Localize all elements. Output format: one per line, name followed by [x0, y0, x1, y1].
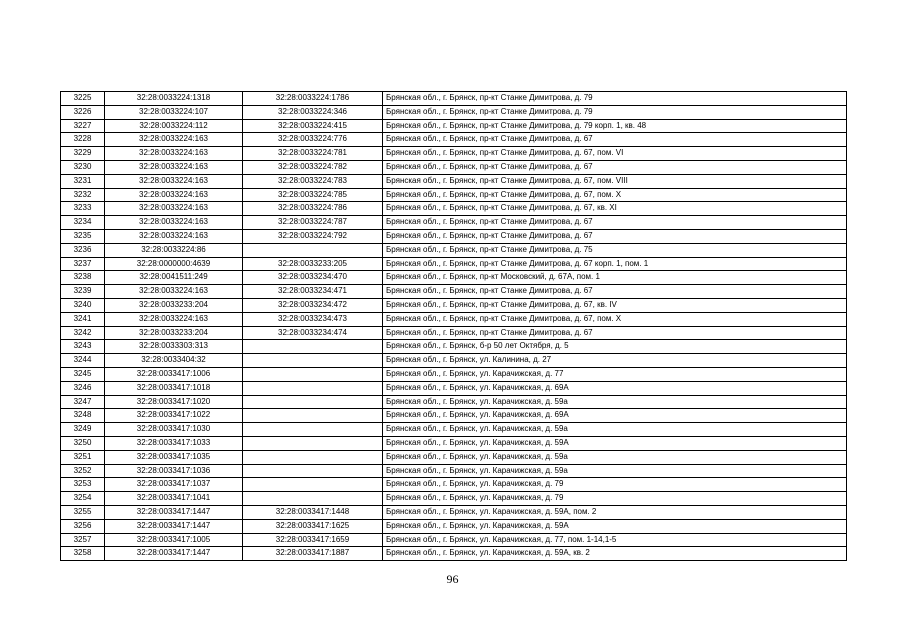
- address-cell: Брянская обл., г. Брянск, ул. Карачижская, д. 77: [383, 367, 847, 381]
- row-number-cell: 3245: [61, 367, 105, 381]
- cadastral-number-cell: 32:28:0033417:1447: [105, 547, 243, 561]
- cadastral-number-cell: 32:28:0033224:1318: [105, 92, 243, 106]
- linked-cadastral-number-cell: 32:28:0033224:346: [243, 105, 383, 119]
- table-row: [61, 298, 847, 312]
- registry-table: [60, 91, 847, 561]
- cadastral-number-cell: 32:28:0033417:1018: [105, 381, 243, 395]
- cadastral-number-cell: 32:28:0033417:1020: [105, 395, 243, 409]
- row-number-cell: 3249: [61, 423, 105, 437]
- address-cell: Брянская обл., г. Брянск, ул. Карачижская, д. 59А, пом. 2: [383, 505, 847, 519]
- cadastral-number-cell: 32:28:0033224:163: [105, 216, 243, 230]
- table-row: [61, 105, 847, 119]
- linked-cadastral-number-cell: [243, 243, 383, 257]
- linked-cadastral-number-cell: 32:28:0033224:786: [243, 202, 383, 216]
- cadastral-number-cell: 32:28:0033303:313: [105, 340, 243, 354]
- cadastral-number-cell: 32:28:0033417:1447: [105, 519, 243, 533]
- row-number-cell: 3247: [61, 395, 105, 409]
- linked-cadastral-number-cell: 32:28:0033234:473: [243, 312, 383, 326]
- linked-cadastral-number-cell: [243, 381, 383, 395]
- row-number-cell: 3254: [61, 492, 105, 506]
- linked-cadastral-number-cell: 32:28:0033417:1625: [243, 519, 383, 533]
- row-number-cell: 3237: [61, 257, 105, 271]
- table-row: [61, 174, 847, 188]
- cadastral-number-cell: 32:28:0033417:1030: [105, 423, 243, 437]
- linked-cadastral-number-cell: 32:28:0033234:472: [243, 298, 383, 312]
- address-cell: Брянская обл., г. Брянск, пр-кт Станке Димитрова, д. 79: [383, 92, 847, 106]
- address-cell: Брянская обл., г. Брянск, пр-кт Станке Димитрова, д. 67: [383, 285, 847, 299]
- cadastral-number-cell: 32:28:0033417:1005: [105, 533, 243, 547]
- address-cell: Брянская обл., г. Брянск, ул. Карачижская, д. 77, пом. 1-14,1-5: [383, 533, 847, 547]
- linked-cadastral-number-cell: [243, 478, 383, 492]
- table-row: [61, 533, 847, 547]
- row-number-cell: 3256: [61, 519, 105, 533]
- cadastral-number-cell: 32:28:0033224:163: [105, 133, 243, 147]
- linked-cadastral-number-cell: [243, 492, 383, 506]
- table-row: [61, 367, 847, 381]
- table-row: [61, 271, 847, 285]
- linked-cadastral-number-cell: 32:28:0033224:783: [243, 174, 383, 188]
- cadastral-number-cell: 32:28:0033233:204: [105, 298, 243, 312]
- linked-cadastral-number-cell: [243, 340, 383, 354]
- linked-cadastral-number-cell: [243, 409, 383, 423]
- address-cell: Брянская обл., г. Брянск, ул. Карачижская, д. 59А, кв. 2: [383, 547, 847, 561]
- row-number-cell: 3244: [61, 354, 105, 368]
- table-row: [61, 381, 847, 395]
- address-cell: Брянская обл., г. Брянск, ул. Карачижская, д. 59а: [383, 423, 847, 437]
- address-cell: Брянская обл., г. Брянск, пр-кт Станке Димитрова, д. 67, пом. X: [383, 312, 847, 326]
- address-cell: Брянская обл., г. Брянск, ул. Калинина, д. 27: [383, 354, 847, 368]
- cadastral-number-cell: 32:28:0033224:163: [105, 188, 243, 202]
- row-number-cell: 3253: [61, 478, 105, 492]
- cadastral-number-cell: 32:28:0033233:204: [105, 326, 243, 340]
- table-row: [61, 312, 847, 326]
- row-number-cell: 3239: [61, 285, 105, 299]
- linked-cadastral-number-cell: 32:28:0033224:781: [243, 147, 383, 161]
- table-row: [61, 285, 847, 299]
- row-number-cell: 3226: [61, 105, 105, 119]
- address-cell: Брянская обл., г. Брянск, ул. Карачижская, д. 69А: [383, 409, 847, 423]
- table-row: [61, 229, 847, 243]
- cadastral-number-cell: 32:28:0033224:163: [105, 160, 243, 174]
- address-cell: Брянская обл., г. Брянск, пр-кт Станке Димитрова, д. 75: [383, 243, 847, 257]
- cadastral-number-cell: 32:28:0033417:1041: [105, 492, 243, 506]
- address-cell: Брянская обл., г. Брянск, ул. Карачижская, д. 59А: [383, 436, 847, 450]
- address-cell: Брянская обл., г. Брянск, пр-кт Станке Димитрова, д. 67: [383, 326, 847, 340]
- address-cell: Брянская обл., г. Брянск, пр-кт Станке Димитрова, д. 67, пом. X: [383, 188, 847, 202]
- linked-cadastral-number-cell: 32:28:0033417:1659: [243, 533, 383, 547]
- linked-cadastral-number-cell: 32:28:0033417:1887: [243, 547, 383, 561]
- linked-cadastral-number-cell: [243, 367, 383, 381]
- address-cell: Брянская обл., г. Брянск, ул. Карачижская, д. 79: [383, 478, 847, 492]
- address-cell: Брянская обл., г. Брянск, пр-кт Станке Димитрова, д. 67, кв. XI: [383, 202, 847, 216]
- linked-cadastral-number-cell: 32:28:0033224:792: [243, 229, 383, 243]
- cadastral-number-cell: 32:28:0033417:1447: [105, 505, 243, 519]
- row-number-cell: 3250: [61, 436, 105, 450]
- cadastral-number-cell: 32:28:0033417:1006: [105, 367, 243, 381]
- address-cell: Брянская обл., г. Брянск, ул. Карачижская, д. 59а: [383, 450, 847, 464]
- table-row: [61, 188, 847, 202]
- linked-cadastral-number-cell: 32:28:0033224:785: [243, 188, 383, 202]
- table-row: [61, 423, 847, 437]
- linked-cadastral-number-cell: 32:28:0033224:776: [243, 133, 383, 147]
- row-number-cell: 3240: [61, 298, 105, 312]
- linked-cadastral-number-cell: 32:28:0033234:470: [243, 271, 383, 285]
- address-cell: Брянская обл., г. Брянск, пр-кт Станке Димитрова, д. 67: [383, 216, 847, 230]
- table-row: [61, 436, 847, 450]
- table-row: [61, 257, 847, 271]
- cadastral-number-cell: 32:28:0033224:163: [105, 174, 243, 188]
- linked-cadastral-number-cell: [243, 395, 383, 409]
- table-row: [61, 450, 847, 464]
- cadastral-number-cell: 32:28:0033224:86: [105, 243, 243, 257]
- cadastral-number-cell: 32:28:0033224:112: [105, 119, 243, 133]
- table-row: [61, 492, 847, 506]
- row-number-cell: 3246: [61, 381, 105, 395]
- cadastral-number-cell: 32:28:0033224:163: [105, 229, 243, 243]
- address-cell: Брянская обл., г. Брянск, ул. Карачижская, д. 59А: [383, 519, 847, 533]
- linked-cadastral-number-cell: [243, 423, 383, 437]
- table-row: [61, 478, 847, 492]
- row-number-cell: 3228: [61, 133, 105, 147]
- row-number-cell: 3234: [61, 216, 105, 230]
- address-cell: Брянская обл., г. Брянск, пр-кт Станке Димитрова, д. 67 корп. 1, пом. 1: [383, 257, 847, 271]
- page-number: 96: [446, 572, 459, 586]
- linked-cadastral-number-cell: [243, 450, 383, 464]
- linked-cadastral-number-cell: [243, 354, 383, 368]
- table-row: [61, 119, 847, 133]
- table-row: [61, 243, 847, 257]
- table-row: [61, 216, 847, 230]
- cadastral-number-cell: 32:28:0033417:1022: [105, 409, 243, 423]
- table-row: [61, 519, 847, 533]
- address-cell: Брянская обл., г. Брянск, б-р 50 лет Октября, д. 5: [383, 340, 847, 354]
- table-row: [61, 409, 847, 423]
- address-cell: Брянская обл., г. Брянск, пр-кт Станке Димитрова, д. 67: [383, 229, 847, 243]
- row-number-cell: 3238: [61, 271, 105, 285]
- table-row: [61, 202, 847, 216]
- table-row: [61, 354, 847, 368]
- cadastral-number-cell: 32:28:0000000:4639: [105, 257, 243, 271]
- table-row: [61, 340, 847, 354]
- registry-table-body: [61, 92, 847, 561]
- cadastral-number-cell: 32:28:0033404:32: [105, 354, 243, 368]
- row-number-cell: 3229: [61, 147, 105, 161]
- address-cell: Брянская обл., г. Брянск, ул. Карачижская, д. 59а: [383, 464, 847, 478]
- row-number-cell: 3230: [61, 160, 105, 174]
- cadastral-number-cell: 32:28:0033417:1035: [105, 450, 243, 464]
- table-row: [61, 547, 847, 561]
- address-cell: Брянская обл., г. Брянск, пр-кт Станке Димитрова, д. 79 корп. 1, кв. 48: [383, 119, 847, 133]
- linked-cadastral-number-cell: 32:28:0033224:1786: [243, 92, 383, 106]
- row-number-cell: 3241: [61, 312, 105, 326]
- address-cell: Брянская обл., г. Брянск, пр-кт Станке Димитрова, д. 67, пом. VIII: [383, 174, 847, 188]
- cadastral-number-cell: 32:28:0033224:163: [105, 202, 243, 216]
- address-cell: Брянская обл., г. Брянск, пр-кт Станке Димитрова, д. 67, пом. VI: [383, 147, 847, 161]
- cadastral-number-cell: 32:28:0033224:163: [105, 312, 243, 326]
- address-cell: Брянская обл., г. Брянск, ул. Карачижская, д. 59а: [383, 395, 847, 409]
- row-number-cell: 3231: [61, 174, 105, 188]
- row-number-cell: 3251: [61, 450, 105, 464]
- address-cell: Брянская обл., г. Брянск, пр-кт Станке Димитрова, д. 67: [383, 160, 847, 174]
- row-number-cell: 3233: [61, 202, 105, 216]
- table-row: [61, 505, 847, 519]
- cadastral-number-cell: 32:28:0033417:1037: [105, 478, 243, 492]
- linked-cadastral-number-cell: 32:28:0033233:205: [243, 257, 383, 271]
- address-cell: Брянская обл., г. Брянск, ул. Карачижская, д. 79: [383, 492, 847, 506]
- cadastral-number-cell: 32:28:0033224:163: [105, 285, 243, 299]
- row-number-cell: 3257: [61, 533, 105, 547]
- row-number-cell: 3252: [61, 464, 105, 478]
- linked-cadastral-number-cell: 32:28:0033224:415: [243, 119, 383, 133]
- cadastral-number-cell: 32:28:0033417:1036: [105, 464, 243, 478]
- address-cell: Брянская обл., г. Брянск, пр-кт Станке Димитрова, д. 67: [383, 133, 847, 147]
- row-number-cell: 3248: [61, 409, 105, 423]
- row-number-cell: 3243: [61, 340, 105, 354]
- table-row: [61, 326, 847, 340]
- address-cell: Брянская обл., г. Брянск, пр-кт Московский, д. 67А, пом. 1: [383, 271, 847, 285]
- row-number-cell: 3255: [61, 505, 105, 519]
- table-row: [61, 160, 847, 174]
- linked-cadastral-number-cell: 32:28:0033234:471: [243, 285, 383, 299]
- row-number-cell: 3258: [61, 547, 105, 561]
- address-cell: Брянская обл., г. Брянск, пр-кт Станке Димитрова, д. 79: [383, 105, 847, 119]
- table-row: [61, 147, 847, 161]
- address-cell: Брянская обл., г. Брянск, пр-кт Станке Димитрова, д. 67, кв. IV: [383, 298, 847, 312]
- row-number-cell: 3227: [61, 119, 105, 133]
- cadastral-number-cell: 32:28:0033224:107: [105, 105, 243, 119]
- table-row: [61, 395, 847, 409]
- row-number-cell: 3236: [61, 243, 105, 257]
- cadastral-number-cell: 32:28:0033224:163: [105, 147, 243, 161]
- address-cell: Брянская обл., г. Брянск, ул. Карачижская, д. 69А: [383, 381, 847, 395]
- row-number-cell: 3235: [61, 229, 105, 243]
- row-number-cell: 3225: [61, 92, 105, 106]
- linked-cadastral-number-cell: 32:28:0033224:782: [243, 160, 383, 174]
- cadastral-number-cell: 32:28:0041511:249: [105, 271, 243, 285]
- linked-cadastral-number-cell: [243, 436, 383, 450]
- linked-cadastral-number-cell: 32:28:0033224:787: [243, 216, 383, 230]
- table-row: [61, 133, 847, 147]
- linked-cadastral-number-cell: [243, 464, 383, 478]
- linked-cadastral-number-cell: 32:28:0033234:474: [243, 326, 383, 340]
- cadastral-number-cell: 32:28:0033417:1033: [105, 436, 243, 450]
- table-row: [61, 464, 847, 478]
- linked-cadastral-number-cell: 32:28:0033417:1448: [243, 505, 383, 519]
- row-number-cell: 3232: [61, 188, 105, 202]
- table-row: [61, 92, 847, 106]
- row-number-cell: 3242: [61, 326, 105, 340]
